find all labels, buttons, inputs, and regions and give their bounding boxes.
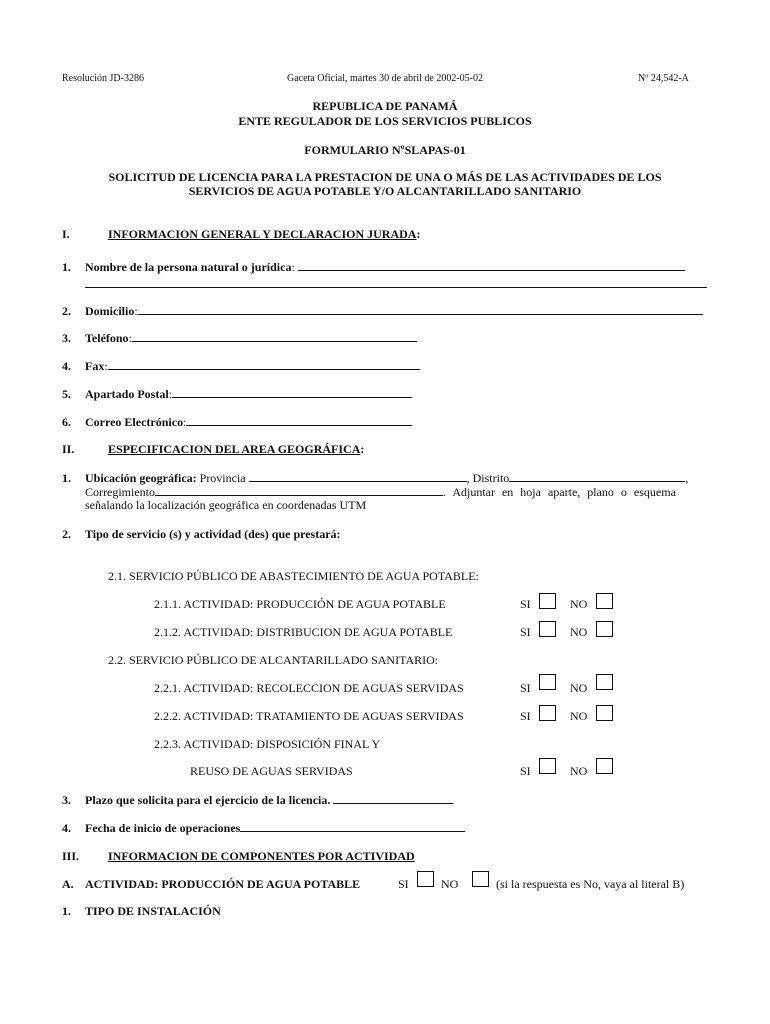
header-center: Gaceta Oficial, martes 30 de abril de 2002-05-02 — [286, 73, 484, 84]
email-input-line[interactable] — [186, 415, 412, 426]
email-label-suffix: : — [183, 415, 187, 429]
email-label: Correo Electrónico — [85, 415, 184, 429]
section-2-title — [108, 442, 364, 457]
start-date-item-number: 4. — [62, 821, 71, 835]
item-4-number: 4. — [62, 359, 71, 373]
no-label: NO — [570, 625, 588, 639]
province-input-line[interactable] — [249, 471, 467, 482]
fax-label: Fax — [85, 359, 105, 373]
phone-input-line[interactable] — [132, 331, 417, 342]
installation-type-number: 1. — [62, 904, 71, 918]
corregimiento-input-line[interactable] — [155, 485, 443, 496]
activity-wastewater-treatment-si-checkbox[interactable] — [539, 705, 556, 721]
activity-water-production-no-checkbox[interactable] — [596, 593, 613, 609]
term-input-line[interactable] — [333, 793, 453, 804]
activity-final-disposal-no-checkbox[interactable] — [596, 758, 613, 774]
activity-a-no-label: NO — [441, 877, 459, 891]
service-sewer-title: 2.2. SERVICIO PÚBLICO DE ALCANTARILLADO SANITARIO: — [108, 653, 439, 667]
activity-wastewater-collection-si-checkbox[interactable] — [539, 674, 556, 690]
domicile-field-row — [85, 304, 703, 319]
service-type-label: Tipo de servicio (s) y actividad (des) que prestará: — [85, 527, 341, 541]
header-left: Resolución JD-3286 — [62, 73, 144, 84]
name-input-line[interactable] — [298, 260, 685, 271]
term-row — [85, 793, 453, 808]
domicile-label: Domicilio — [85, 304, 135, 318]
installation-type-label: TIPO DE INSTALACIÓN — [85, 904, 221, 918]
fax-input-line[interactable] — [108, 359, 420, 370]
activity-water-distribution: 2.1.2. ACTIVIDAD: DISTRIBUCION DE AGUA POTABLE — [154, 625, 453, 639]
geo-item-number: 1. — [62, 471, 71, 485]
name-label-suffix: : — [291, 260, 298, 274]
domicile-input-line[interactable] — [138, 304, 703, 315]
activity-wastewater-collection-no-checkbox[interactable] — [596, 674, 613, 690]
form-id: FORMULARIO NºSLAPAS-01 — [304, 143, 466, 157]
subject-line-2: SERVICIOS DE AGUA POTABLE Y/O ALCANTARILLADO SANITARIO — [188, 184, 582, 198]
district-input-line[interactable] — [509, 471, 685, 482]
province-label: Provincia — [199, 471, 246, 485]
subject-line-1: SOLICITUD DE LICENCIA PARA LA PRESTACION DE UNA O MÁS DE LAS ACTIVIDADES DE LOS — [108, 170, 662, 184]
activity-water-distribution-no-checkbox[interactable] — [596, 621, 613, 637]
service-type-number: 2. — [62, 527, 71, 541]
district-comma: , — [685, 471, 689, 485]
section-2-number: II. — [62, 442, 75, 456]
activity-a-si-checkbox[interactable] — [417, 871, 434, 887]
po-box-field-row — [85, 387, 412, 402]
name-field-row — [85, 260, 685, 275]
activity-final-disposal-continuation: REUSO DE AGUAS SERVIDAS — [190, 764, 353, 778]
item-1-number: 1. — [62, 260, 71, 274]
title-entity: ENTE REGULADOR DE LOS SERVICIOS PUBLICOS — [238, 114, 532, 128]
po-box-label-suffix: : — [168, 387, 173, 401]
section-1-colon: : — [416, 227, 421, 241]
name-input-line-2[interactable] — [85, 277, 707, 288]
activity-a-letter: A. — [62, 877, 74, 891]
si-label: SI — [520, 597, 531, 611]
activity-final-disposal-si-checkbox[interactable] — [539, 758, 556, 774]
activity-a-si-label: SI — [398, 877, 409, 891]
item-3-number: 3. — [62, 331, 71, 345]
title-republic: REPUBLICA DE PANAMÁ — [312, 99, 458, 113]
item-6-number: 6. — [62, 415, 71, 429]
service-water-title: 2.1. SERVICIO PÚBLICO DE ABASTECIMIENTO DE AGUA POTABLE: — [108, 569, 479, 583]
email-field-row — [85, 415, 412, 430]
activity-wastewater-treatment-no-checkbox[interactable] — [596, 705, 613, 721]
activity-wastewater-treatment: 2.2.2. ACTIVIDAD: TRATAMIENTO DE AGUAS SERVIDAS — [154, 709, 464, 723]
corregimiento-label: Corregimiento — [85, 485, 155, 499]
activity-water-distribution-si-checkbox[interactable] — [539, 621, 556, 637]
activity-water-production-si-checkbox[interactable] — [539, 593, 556, 609]
item-2-number: 2. — [62, 304, 71, 318]
section-2-colon: : — [360, 442, 365, 456]
attach-instruction: . Adjuntar en hoja aparte, plano o esquema — [442, 485, 676, 499]
no-label: NO — [570, 709, 588, 723]
term-label: Plazo que solicita para el ejercicio de la licencia. — [85, 793, 331, 807]
no-label: NO — [570, 764, 588, 778]
activity-water-production: 2.1.1. ACTIVIDAD: PRODUCCIÓN DE AGUA POTABLE — [154, 597, 446, 611]
activity-final-disposal: 2.2.3. ACTIVIDAD: DISPOSICIÓN FINAL Y — [154, 737, 381, 751]
si-label: SI — [520, 681, 531, 695]
no-label: NO — [570, 681, 588, 695]
no-label: NO — [570, 597, 588, 611]
si-label: SI — [520, 764, 531, 778]
activity-wastewater-collection: 2.2.1. ACTIVIDAD: RECOLECCION DE AGUAS SERVIDAS — [154, 681, 464, 695]
geo-location-label: Ubicación geográfica: — [85, 471, 197, 485]
si-label: SI — [520, 625, 531, 639]
term-item-number: 3. — [62, 793, 71, 807]
activity-a-label: ACTIVIDAD: PRODUCCIÓN DE AGUA POTABLE — [85, 877, 361, 891]
start-date-input-line[interactable] — [240, 821, 465, 832]
domicile-label-suffix: : — [134, 304, 138, 318]
po-box-label: Apartado Postal — [85, 387, 169, 401]
fax-label-suffix: : — [104, 359, 108, 373]
section-1-title-text: INFORMACION GENERAL Y DECLARACION JURADA — [108, 227, 417, 241]
si-label: SI — [520, 709, 531, 723]
district-label: , Distrito — [466, 471, 510, 485]
utm-instruction: señalando la localización geográfica en coordenadas UTM — [85, 498, 367, 512]
item-5-number: 5. — [62, 387, 71, 401]
fax-field-row — [85, 359, 420, 374]
start-date-row — [85, 821, 465, 836]
geo-location-row — [85, 471, 688, 486]
section-3-number: III. — [62, 849, 80, 863]
section-1-number: I. — [62, 227, 70, 241]
activity-a-no-checkbox[interactable] — [472, 871, 489, 887]
section-2-title-text: ESPECIFICACION DEL AREA GEOGRÁFICA — [108, 442, 361, 456]
activity-a-note: (si la respuesta es No, vaya al literal B) — [496, 877, 685, 891]
phone-label-suffix: : — [128, 331, 132, 345]
po-box-input-line[interactable] — [172, 387, 412, 398]
header-right: Nº 24,542-A — [638, 73, 689, 84]
section-1-title — [108, 227, 420, 242]
start-date-label: Fecha de inicio de operaciones — [85, 821, 241, 835]
phone-field-row — [85, 331, 417, 346]
phone-label: Teléfono — [85, 331, 129, 345]
name-label: Nombre de la persona natural o jurídica — [85, 260, 292, 274]
section-3-title: INFORMACION DE COMPONENTES POR ACTIVIDAD — [108, 849, 415, 863]
